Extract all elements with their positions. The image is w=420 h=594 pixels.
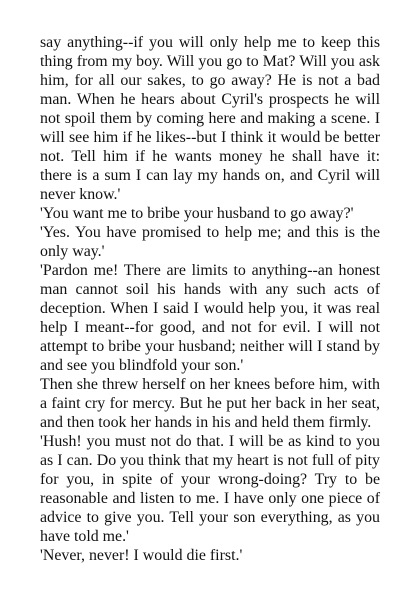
paragraph-5: Then she threw herself on her knees before him, with a faint cry for mercy. But he put her back in her seat, and then took her hands in his and held them firmly. <box>40 376 380 431</box>
paragraph-6: 'Hush! you must not do that. I will be as kind to you as I can. Do you think that my heart is not full of pity for you, in spite of your wrong-doing? Try to be reasonable and listen to me. I have only one piece of advice to give you. Tell your son everything, as you have told me.' <box>40 433 380 545</box>
paragraph-1: say anything--if you will only help me to keep this thing from my boy. Will you go to Mat? Will you ask him, for all our sakes, to go away? He is not a bad man. When he hears about Cyril's prospects he will not spoil them by coming here and making a scene. I will see him if he likes--but I think it would be better not. Tell him if he wants money he shall have it: there is a sum I can lay my hands on, and Cyril will never know.' <box>40 34 380 203</box>
paragraph-3: 'Yes. You have promised to help me; and this is the only way.' <box>40 224 380 260</box>
paragraph-2: 'You want me to bribe your husband to go away?' <box>40 205 354 222</box>
paragraph-4: 'Pardon me! There are limits to anything--an honest man cannot soil his hands with any such acts of deception. When I said I would help you, it was real help I meant--for good, and not for evil. I will not attempt to bribe your husband; neither will I stand by and see you blindfold your son.' <box>40 262 380 374</box>
book-page <box>40 33 380 565</box>
paragraph-7: 'Never, never! I would die first.' <box>40 547 243 564</box>
